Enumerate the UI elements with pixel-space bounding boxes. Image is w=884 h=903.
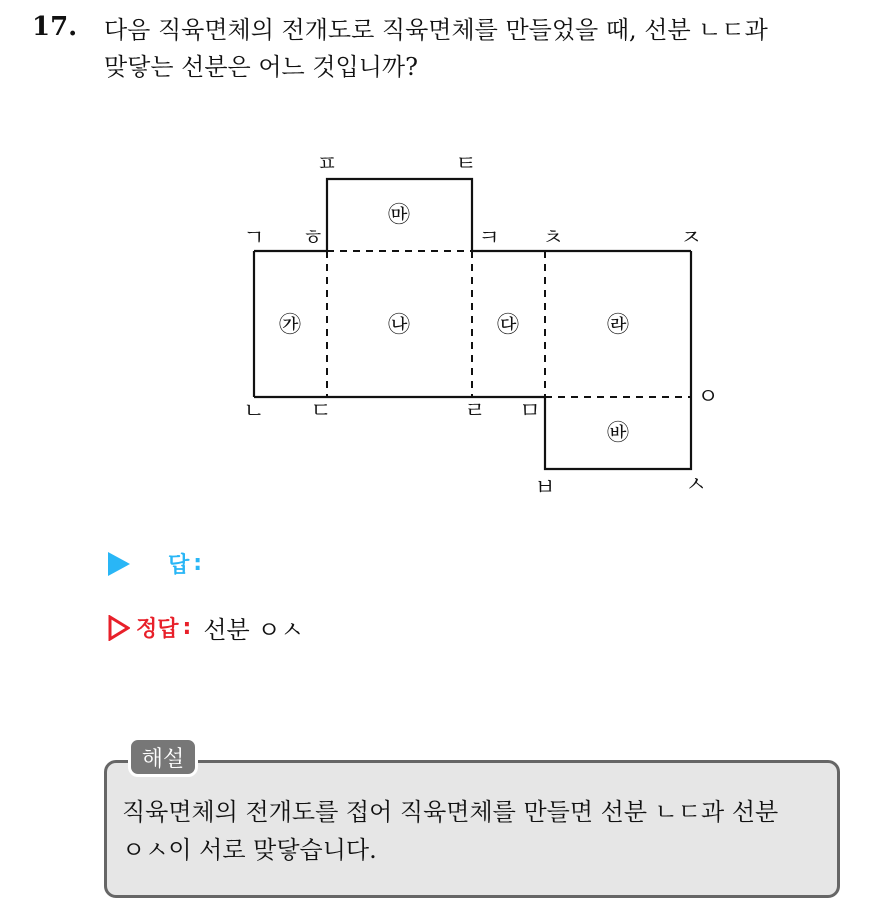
question-number: 17. xyxy=(32,12,78,42)
face-label-ma: ㉲ xyxy=(387,203,411,228)
face-label-da: ㉰ xyxy=(496,313,520,338)
correct-answer-value: 선분 ㅇㅅ xyxy=(203,616,304,644)
vertex-label-o: ㅇ xyxy=(697,385,719,410)
vertex-labels xyxy=(243,152,718,501)
triangle-filled-icon xyxy=(108,552,130,576)
face-label-ba: ㉳ xyxy=(606,421,630,446)
correct-answer-colon: : xyxy=(182,615,192,640)
explanation-text xyxy=(122,793,832,869)
vertex-label-t: ㅌ xyxy=(455,152,477,177)
answer-colon: : xyxy=(193,551,203,576)
vertex-label-ch: ㅊ xyxy=(542,226,564,251)
face-label-ga: ㉮ xyxy=(278,313,302,338)
vertex-label-p: ㅍ xyxy=(316,152,338,177)
answer-row xyxy=(108,548,214,579)
vertex-label-m: ㅁ xyxy=(519,399,541,424)
triangle-outline-icon xyxy=(108,615,130,641)
question-text-line-1: 다음 직육면체의 전개도로 직육면체를 만들었을 때, 선분 ㄴㄷ과 xyxy=(104,16,768,44)
vertex-label-d: ㄷ xyxy=(310,399,332,424)
explanation-line-2: ㅇㅅ이 서로 맞닿습니다. xyxy=(122,836,377,864)
vertex-label-r: ㄹ xyxy=(464,399,486,424)
question-text-line-2: 맞닿는 선분은 어느 것입니까? xyxy=(104,53,418,81)
vertex-label-k: ㅋ xyxy=(478,226,500,251)
correct-answer-row xyxy=(108,610,304,645)
vertex-label-n: ㄴ xyxy=(243,399,265,424)
vertex-label-g: ㄱ xyxy=(243,226,265,251)
vertex-label-j: ㅈ xyxy=(680,226,702,251)
face-label-na: ㉯ xyxy=(387,313,411,338)
explanation-line-1: 직육면체의 전개도를 접어 직육면체를 만들면 선분 ㄴㄷ과 선분 xyxy=(122,798,779,826)
vertex-label-b: ㅂ xyxy=(534,476,556,501)
answer-label: 답 xyxy=(168,553,190,578)
explanation-tag: 해설 xyxy=(128,737,198,777)
vertex-label-h: ㅎ xyxy=(302,226,324,251)
correct-answer-label: 정답 xyxy=(136,617,179,642)
face-label-ra: ㉱ xyxy=(606,313,630,338)
vertex-label-s: ㅅ xyxy=(685,473,707,498)
